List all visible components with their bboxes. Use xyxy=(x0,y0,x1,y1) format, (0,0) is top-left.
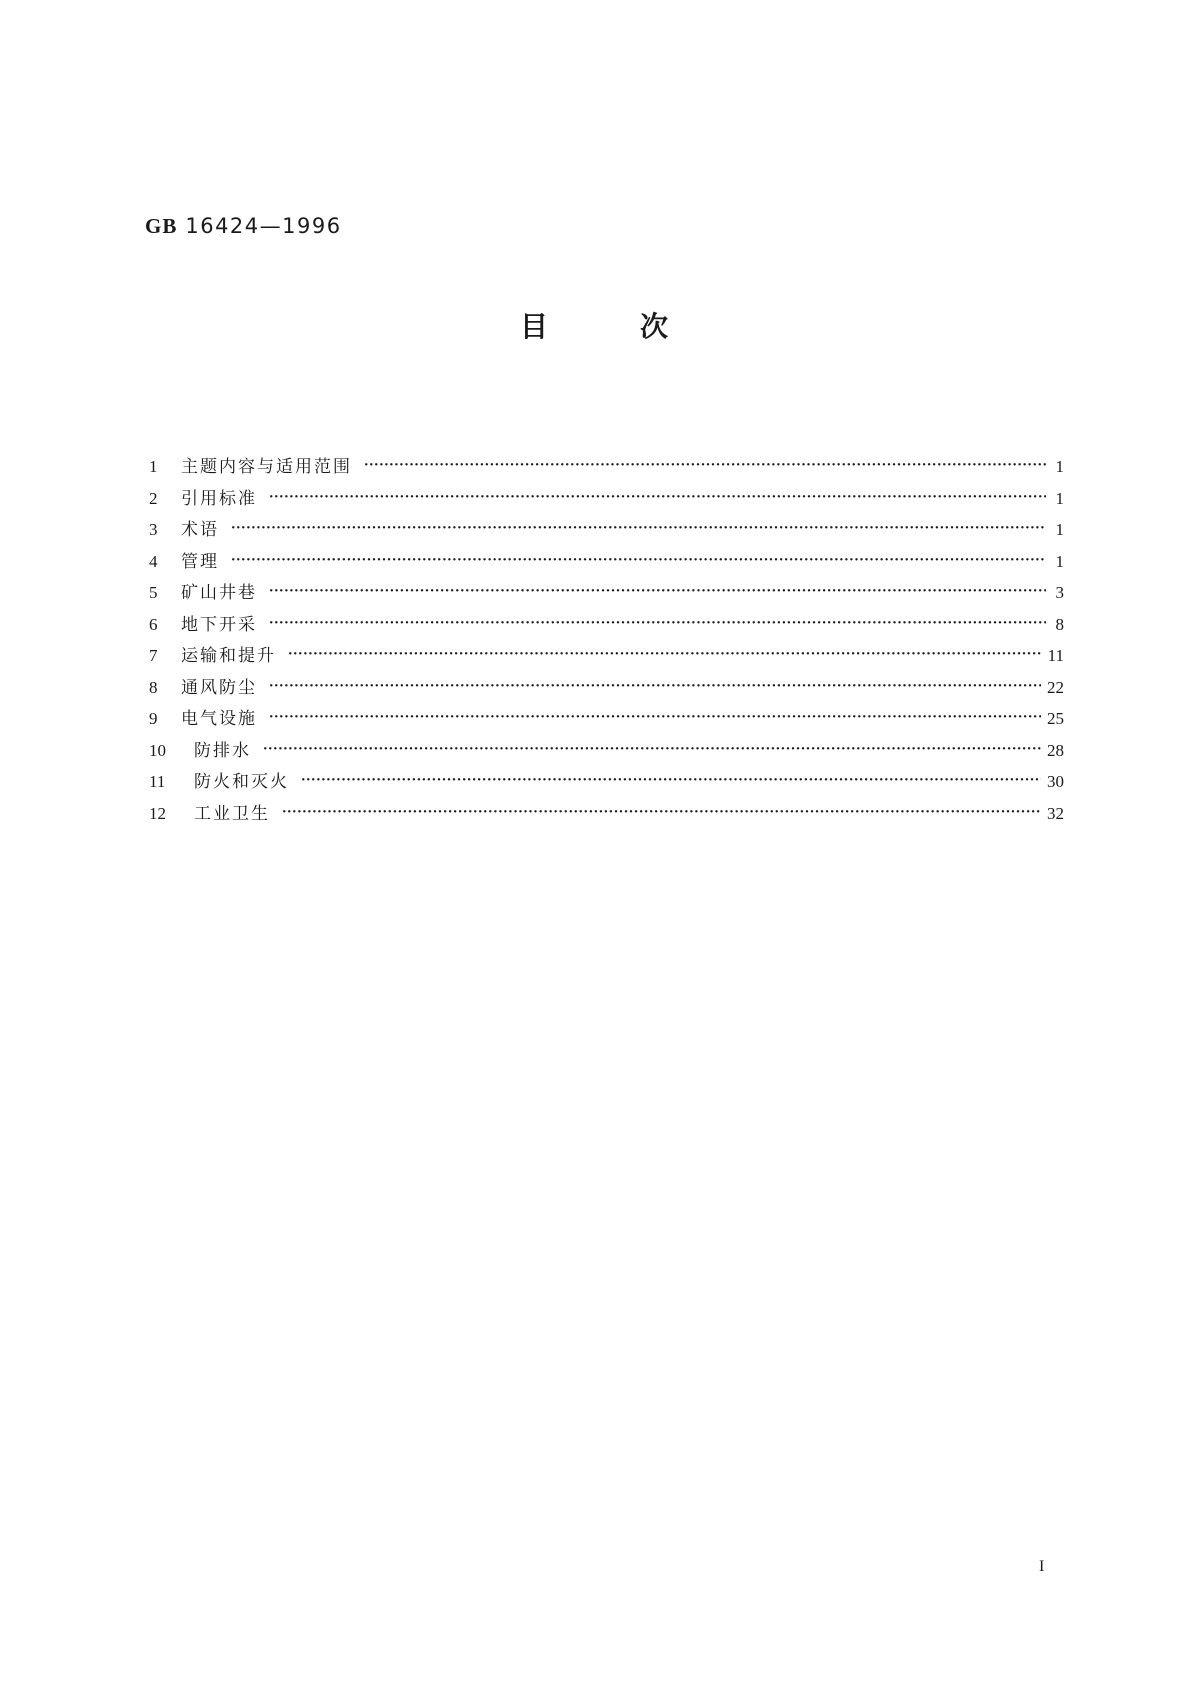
toc-dot-leader xyxy=(282,802,1041,819)
page-number: I xyxy=(1039,1558,1045,1575)
toc-label: 管理 xyxy=(181,551,219,572)
toc-label: 术语 xyxy=(181,520,219,540)
toc-number: 5 xyxy=(149,583,158,602)
toc-dot-leader xyxy=(231,550,1046,567)
toc-item[interactable] xyxy=(149,736,1064,768)
toc-page: 8 xyxy=(1055,614,1064,634)
toc-page: 1 xyxy=(1055,488,1064,508)
toc-dot-leader xyxy=(269,707,1041,724)
toc-dot-leader xyxy=(263,739,1041,756)
toc-label: 主题内容与适用范围 xyxy=(181,457,352,477)
toc-number: 11 xyxy=(149,772,166,791)
toc-number: 2 xyxy=(149,488,158,508)
standard-number: 16424—1996 xyxy=(185,214,342,238)
toc-page: 1 xyxy=(1055,520,1064,539)
toc-item[interactable] xyxy=(149,673,1064,705)
toc-dot-leader xyxy=(301,770,1041,787)
toc-item[interactable] xyxy=(149,610,1064,642)
toc-page: 22 xyxy=(1047,677,1064,697)
toc-label: 防排水 xyxy=(194,740,251,761)
toc-number: 12 xyxy=(149,803,166,823)
toc-label: 电气设施 xyxy=(181,709,257,729)
standard-prefix: GB xyxy=(145,214,178,238)
toc-item[interactable] xyxy=(149,704,1064,736)
title-char-1: 目 xyxy=(520,310,549,343)
toc-label: 运输和提升 xyxy=(181,646,276,666)
toc-page: 11 xyxy=(1047,646,1064,665)
toc-page: 1 xyxy=(1055,457,1064,476)
toc-item[interactable] xyxy=(149,578,1064,610)
toc-page: 30 xyxy=(1047,772,1064,791)
page-title xyxy=(520,305,668,345)
toc-number: 1 xyxy=(149,457,158,476)
toc-item[interactable] xyxy=(149,641,1064,673)
toc-label: 通风防尘 xyxy=(181,677,257,698)
toc-item[interactable] xyxy=(149,767,1064,799)
toc-number: 3 xyxy=(149,520,158,539)
toc-label: 工业卫生 xyxy=(194,803,270,824)
toc-number: 7 xyxy=(149,646,158,665)
toc-label: 地下开采 xyxy=(181,614,257,635)
toc-item[interactable] xyxy=(149,484,1064,516)
toc-dot-leader xyxy=(231,518,1046,535)
toc-page: 32 xyxy=(1047,803,1064,823)
toc-number: 8 xyxy=(149,677,158,697)
toc-item[interactable] xyxy=(149,515,1064,547)
toc-number: 4 xyxy=(149,551,158,571)
toc-number: 6 xyxy=(149,614,158,634)
toc-number: 10 xyxy=(149,740,166,760)
toc-dot-leader xyxy=(269,676,1041,693)
toc-item[interactable] xyxy=(149,452,1064,484)
standard-code xyxy=(145,214,342,239)
title-char-2: 次 xyxy=(640,310,669,343)
toc-label: 防火和灭火 xyxy=(194,772,289,792)
table-of-contents xyxy=(149,452,1064,830)
toc-item[interactable] xyxy=(149,799,1064,831)
toc-page: 28 xyxy=(1047,740,1064,760)
toc-dot-leader xyxy=(269,581,1046,598)
toc-page: 1 xyxy=(1055,551,1064,571)
toc-page: 3 xyxy=(1055,583,1064,602)
toc-dot-leader xyxy=(364,455,1046,472)
toc-dot-leader xyxy=(288,644,1042,661)
toc-page: 25 xyxy=(1047,709,1064,728)
toc-label: 引用标准 xyxy=(181,488,257,509)
toc-dot-leader xyxy=(269,487,1046,504)
toc-dot-leader xyxy=(269,613,1046,630)
toc-item[interactable] xyxy=(149,547,1064,579)
toc-label: 矿山井巷 xyxy=(181,583,257,603)
toc-number: 9 xyxy=(149,709,158,728)
